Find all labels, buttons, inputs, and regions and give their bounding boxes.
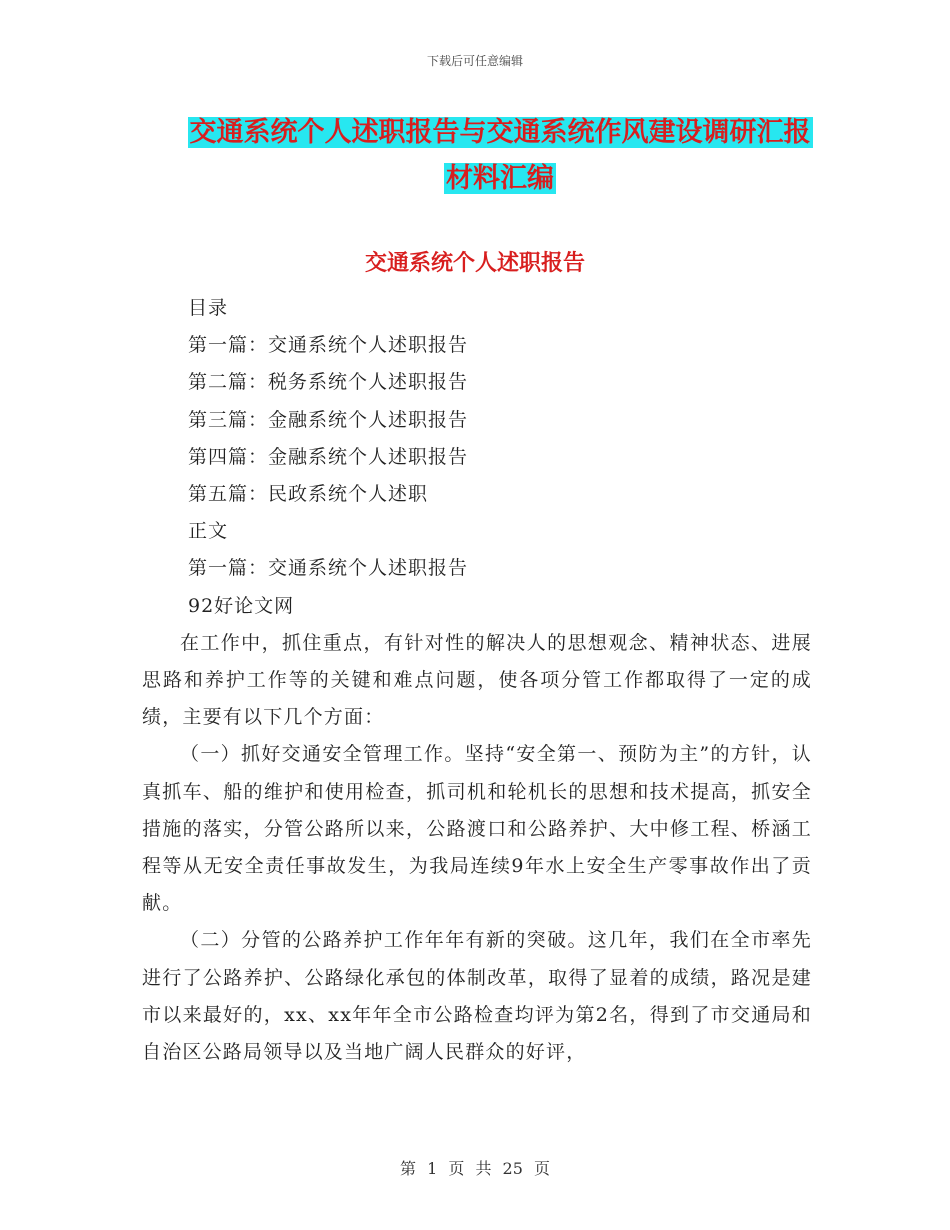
toc-item: 第三篇：金融系统个人述职报告	[188, 408, 469, 431]
page-header-note: 下载后可任意编辑	[426, 54, 523, 68]
toc-item: 第五篇：民政系统个人述职	[188, 483, 429, 506]
toc-item: 第四篇：金融系统个人述职报告	[188, 445, 469, 468]
body-paragraph: 在工作中，抓住重点，有针对性的解决人的思想观念、精神状态、进展思路和养护工作等的关键和难点问题，使各项分管工作都取得了一定的成绩，主要有以下几个方面：	[142, 631, 812, 729]
body-paragraph: （一）抓好交通安全管理工作。坚持“安全第一、预防为主”的方针，认真抓车、船的维护和使用检查，抓司机和轮机长的思想和技术提高，抓安全措施的落实，分管公路所以来，公路渡口和公路养护、大中修工程、桥涵工程等从无安全责任事故发生，为我局连续9年水上安全生产零事故作出了贡献。	[142, 743, 812, 915]
toc-heading: 目录	[188, 297, 229, 319]
document-title-line-1: 交通系统个人述职报告与交通系统作风建设调研汇报	[189, 117, 811, 148]
toc-item: 第二篇：税务系统个人述职报告	[188, 371, 469, 394]
chapter-heading: 第一篇：交通系统个人述职报告	[188, 557, 469, 580]
page-number: 第 1 页 共 25 页	[400, 1159, 550, 1178]
document-body	[142, 290, 812, 1071]
source-line: 92好论文网	[188, 594, 295, 617]
document-title-line-2: 材料汇编	[446, 163, 554, 194]
body-paragraph: （二）分管的公路养护工作年年有新的突破。这几年，我们在全市率先进行了公路养护、公路绿化承包的体制改革，取得了显着的成绩，路况是建市以来最好的，xx、xx年年全市公路检查均评为第2名，得到了市交通局和自治区公路局领导以及当地广阔人民群众的好评，	[142, 929, 812, 1064]
section-title: 交通系统个人述职报告	[364, 251, 585, 276]
document-title	[150, 110, 850, 202]
toc-item: 第一篇：交通系统个人述职报告	[188, 334, 469, 357]
body-heading: 正文	[188, 520, 229, 543]
